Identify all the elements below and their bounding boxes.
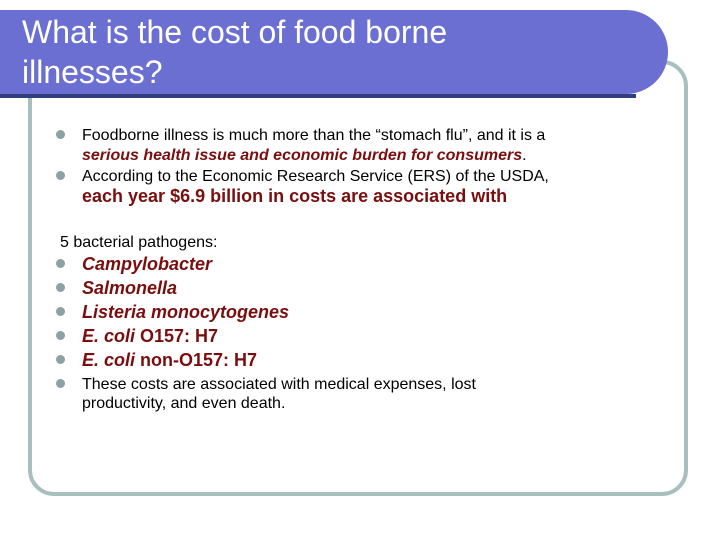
pathogen-item bbox=[82, 349, 257, 371]
bullet-2-emphasis: each year $6.9 billion in costs are associated with bbox=[82, 186, 508, 206]
pathogen-name: Listeria monocytogenes bbox=[82, 302, 290, 322]
title-line-1: What is the cost of food borne bbox=[22, 14, 448, 50]
bullet-dot-icon bbox=[56, 259, 65, 268]
bullet-dot-icon bbox=[56, 331, 65, 340]
pathogen-item bbox=[82, 253, 212, 275]
pathogen-item bbox=[82, 277, 177, 299]
bullet-dot-icon bbox=[56, 171, 65, 180]
pathogen-suffix: O157: H7 bbox=[135, 326, 219, 346]
bullet-1-tail: . bbox=[522, 147, 527, 164]
pathogen-suffix: non-O157: H7 bbox=[135, 350, 258, 370]
slide-title bbox=[22, 12, 622, 92]
pathogen-name: E. coli bbox=[82, 326, 136, 346]
bullet-dot-icon bbox=[56, 130, 65, 139]
bullet-dot-icon bbox=[56, 307, 65, 316]
pathogen-item bbox=[82, 301, 289, 323]
closing-text-continuation: productivity, and even death. bbox=[82, 395, 286, 412]
bullet-dot-icon bbox=[56, 355, 65, 364]
bullet-dot-icon bbox=[56, 283, 65, 292]
closing-text: These costs are associated with medical expenses, lost bbox=[82, 376, 476, 393]
pathogen-name: E. coli bbox=[82, 350, 136, 370]
pathogen-name: Salmonella bbox=[82, 278, 178, 298]
bullet-1-continuation bbox=[82, 146, 527, 165]
title-line-2: illnesses? bbox=[22, 54, 163, 90]
pathogens-intro: 5 bacterial pathogens: bbox=[60, 234, 218, 251]
bullet-1-emphasis: serious health issue and economic burden for consumers bbox=[82, 147, 523, 164]
bullet-2-text: According to the Economic Research Service (ERS) of the USDA, bbox=[82, 168, 549, 185]
bullet-dot-icon bbox=[56, 379, 65, 388]
bullet-1-text: Foodborne illness is much more than the “stomach flu”, and it is a bbox=[82, 127, 546, 144]
pathogen-item bbox=[82, 325, 218, 347]
pathogen-name: Campylobacter bbox=[82, 254, 213, 274]
title-underline bbox=[0, 94, 636, 98]
